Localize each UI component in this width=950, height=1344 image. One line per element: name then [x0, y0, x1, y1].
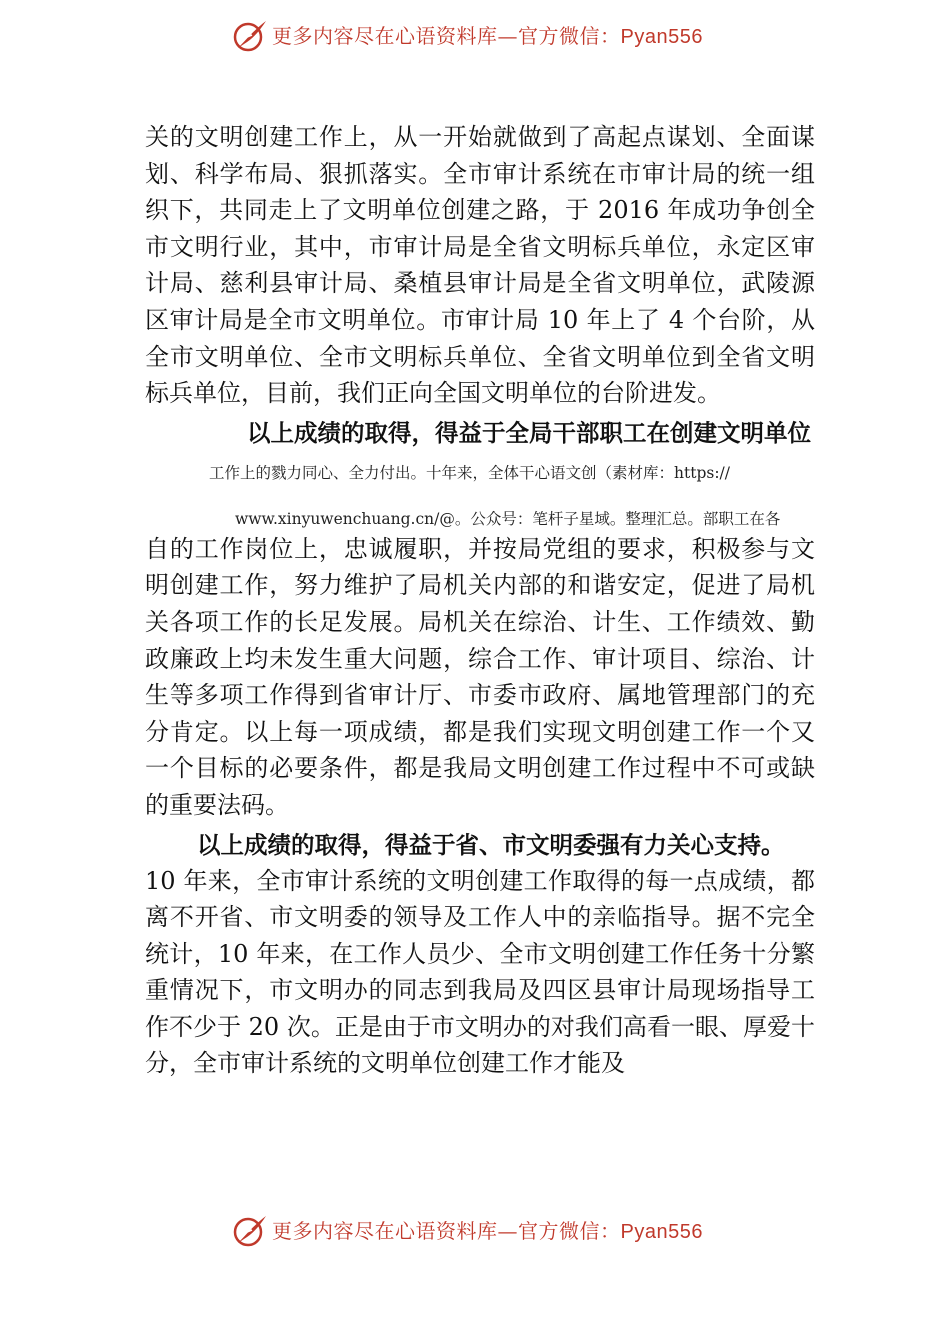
banner-slogan: 更多内容尽在心语资料库—官方微信：	[272, 1219, 621, 1243]
banner-wechat-id: Pyan556	[620, 26, 703, 48]
banner-text	[272, 1217, 703, 1246]
paragraph-1: 关的文明创建工作上，从一开始就做到了高起点谋划、全面谋划、科学布局、狠抓落实。全市审计系统在市审计局的统一组织下，共同走上了文明单位创建之路，于 2016 年成功争创全市文明行业，其中，市审计局是全省文明标兵单位，永定区审计局、慈利县审计局、桑植县审计局是全省文明单位，武陵源区审计局是全市文明单位。市审计局 10 年上了 4 个台阶，从全市文明单位、全市文明标兵单位、全省文明单位到全省文明标兵单位，目前，我们正向全国文明单位的台阶进发。	[145, 123, 815, 408]
quill-logo-icon	[232, 1213, 268, 1249]
banner-text	[272, 22, 703, 51]
watermark-line-2: www.xinyuwenchuang.cn/@。公众号：笔杆子星域。整理汇总。部职工在各	[235, 509, 781, 528]
quill-logo-icon	[232, 18, 268, 54]
header-banner	[0, 16, 950, 56]
banner-slogan: 更多内容尽在心语资料库—官方微信：	[272, 24, 621, 48]
heading-1: 以上成绩的取得，得益于全局干部职工在创建文明单位	[247, 418, 811, 447]
heading-2: 以上成绩的取得，得益于省、市文明委强有力关心支持。	[197, 830, 785, 859]
watermark-line-1: 工作上的戮力同心、全力付出。十年来，全体干心语文创（素材库：https://	[209, 463, 730, 482]
paragraph-2: 自的工作岗位上，忠诚履职，并按局党组的要求，积极参与文明创建工作，努力维护了局机关内部的和谐安定，促进了局机关各项工作的长足发展。局机关在综治、计生、工作绩效、勤政廉政上均未发生重大问题，综合工作、审计项目、综治、计生等多项工作得到省审计厅、市委市政府、属地管理部门的充分肯定。以上每一项成绩，都是我们实现文明创建工作一个又一个目标的必要条件，都是我局文明创建工作过程中不可或缺的重要法码。	[145, 534, 815, 819]
paragraph-3: 10 年来，全市审计系统的文明创建工作取得的每一点成绩，都离不开省、市文明委的领导及工作人中的亲临指导。据不完全统计，10 年来，在工作人员少、全市文明创建工作任务十分繁重情况下，市文明办的同志到我局及四区县审计局现场指导工作不少于 20 次。正是由于市文明办的对我们高看一眼、厚爱十分，全市审计系统的文明单位创建工作才能及	[145, 866, 815, 1078]
banner-wechat-id: Pyan556	[620, 1221, 703, 1243]
document-body	[145, 119, 815, 1082]
footer-banner	[0, 1211, 950, 1251]
